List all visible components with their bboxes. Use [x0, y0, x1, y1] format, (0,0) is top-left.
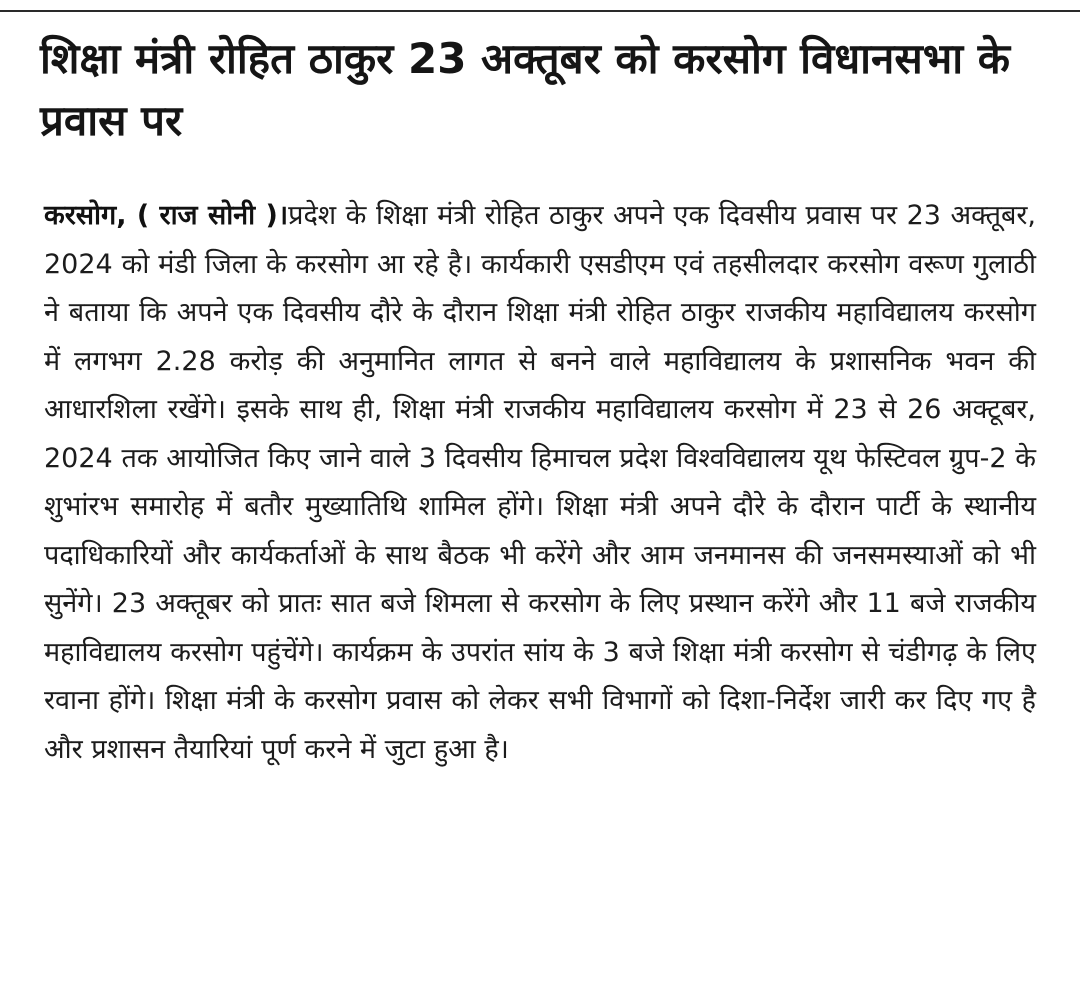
- top-rule: [0, 10, 1080, 12]
- dateline: करसोग, ( राज सोनी )।: [44, 200, 289, 231]
- headline: शिक्षा मंत्री रोहित ठाकुर 23 अक्तूबर को करसोग विधानसभा के प्रवास पर: [40, 34, 1011, 145]
- article-body: [44, 192, 1036, 774]
- article-text: प्रदेश के शिक्षा मंत्री रोहित ठाकुर अपने एक दिवसीय प्रवास पर 23 अक्तूबर, 2024 को मंडी जिला के करसोग आ रहे है। कार्यकारी एसडीएम एवं तहसीलदार करसोग वरूण गुलाठी ने बताया कि अपने एक दिवसीय दौरे के दौरान शिक्षा मंत्री रोहित ठाकुर राजकीय महाविद्यालय करसोग में लगभग 2.28 करोड़ की अनुमानित लागत से बनने वाले महाविद्यालय के प्रशासनिक भवन की आधारशिला रखेंगे। इसके साथ ही, शिक्षा मंत्री राजकीय महाविद्यालय करसोग में 23 से 26 अक्टूबर, 2024 तक आयोजित किए जाने वाले 3 दिवसीय हिमाचल प्रदेश विश्वविद्यालय यूथ फेस्टिवल ग्रुप-2 के शुभांरभ समारोह में बतौर मुख्यातिथि शामिल होंगे। शिक्षा मंत्री अपने दौरे के दौरान पार्टी के स्थानीय पदाधिकारियों और कार्यकर्ताओं के साथ बैठक भी करेंगे और आम जनमानस की जनसमस्याओं को भी सुनेंगे। 23 अक्तूबर को प्रातः सात बजे शिमला से करसोग के लिए प्रस्थान करेंगे और 11 बजे राजकीय महाविद्यालय करसोग पहुंचेंगे। कार्यक्रम के उपरांत सांय के 3 बजे शिक्षा मंत्री करसोग से चंडीगढ़ के लिए रवाना होंगे। शिक्षा मंत्री के करसोग प्रवास को लेकर सभी विभागों को दिशा-निर्देश जारी कर दिए गए है और प्रशासन तैयारियां पूर्ण करने में जुटा हुआ है।: [44, 200, 1036, 765]
